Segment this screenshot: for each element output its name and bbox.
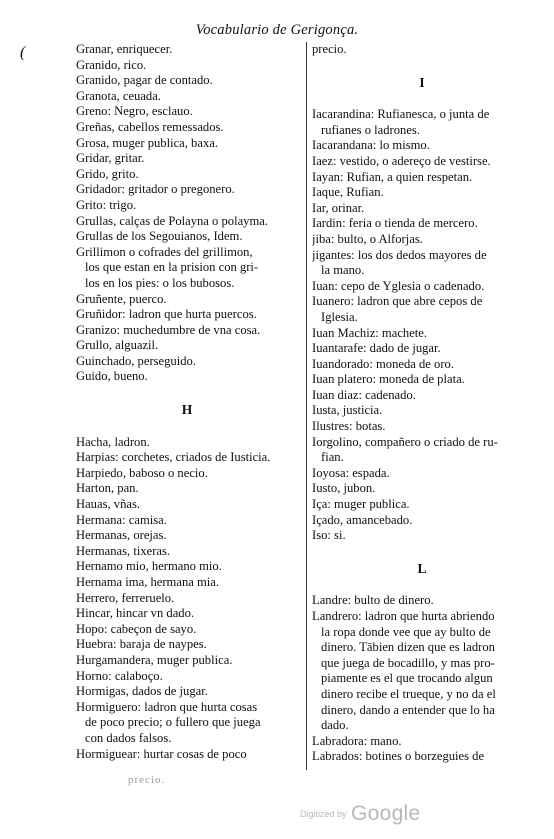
dictionary-entry: Hernamo mio, hermano mio. xyxy=(76,559,222,574)
entry-continuation: dinero, dando a entender que lo ha xyxy=(321,702,495,717)
dictionary-entry: Grito: trigo. xyxy=(76,197,137,212)
entry-continuation: los que estan en la prision con gri- xyxy=(85,260,259,275)
entry-continuation: la ropa donde vee que ay bulto de xyxy=(321,624,491,639)
dictionary-entry: Hormigas, dados de jugar. xyxy=(76,684,208,699)
dictionary-entry: Hurgamandera, muger publica. xyxy=(76,652,233,667)
dictionary-entry: Gridador: gritador o pregonero. xyxy=(76,182,235,197)
dictionary-entry: Hermana: camisa. xyxy=(76,512,167,527)
dictionary-entry: Greñas, cabellos remessados. xyxy=(76,119,224,134)
dictionary-entry: Iso: si. xyxy=(312,528,346,543)
dictionary-entry: Iusta, justicia. xyxy=(312,403,383,418)
dictionary-entry: jiba: bulto, o Alforjas. xyxy=(312,231,423,246)
section-letter: H xyxy=(181,402,193,418)
dictionary-entry: Harpiedo, baboso o necio. xyxy=(76,465,208,480)
dictionary-entry: Gridar, gritar. xyxy=(76,151,145,166)
digitized-watermark xyxy=(300,802,421,826)
dictionary-entry: Iuan Machiz: machete. xyxy=(312,325,428,340)
entry-continuation: rufianes o ladrones. xyxy=(321,122,420,137)
dictionary-entry: Granido, rico. xyxy=(76,57,147,72)
dictionary-entry: Iuan diaz: cadenado. xyxy=(312,387,416,402)
dictionary-entry: precio. xyxy=(312,42,347,56)
dictionary-entry: Huebra: baraja de naypes. xyxy=(76,637,207,652)
dictionary-entry: Hermanas, tixeras. xyxy=(76,543,171,558)
entry-continuation: fian. xyxy=(321,450,344,465)
entry-continuation: dado. xyxy=(321,718,349,733)
dictionary-entry: Grullo, alguazil. xyxy=(76,338,159,353)
page-title: Vocabulario de Gerigonça. xyxy=(195,22,359,38)
dictionary-entry: Iardin: feria o tienda de mercero. xyxy=(312,216,478,231)
dictionary-entry: Gruñente, puerco. xyxy=(76,291,167,306)
left-column xyxy=(76,42,298,762)
dictionary-entry: Horno: calaboço. xyxy=(76,668,163,683)
dictionary-entry: Grullas de los Segouianos, Idem. xyxy=(76,229,243,244)
dictionary-entry: Granizo: muchedumbre de vna cosa. xyxy=(76,322,261,337)
dictionary-entry: Harton, pan. xyxy=(76,481,139,496)
entry-continuation: piamente es el que trocando algun xyxy=(321,671,493,686)
section-letter: I xyxy=(419,74,425,90)
entry-continuation: dinero recibe el trueque, y no da el xyxy=(321,686,496,701)
dictionary-entry: Iaez: vestido, o adereço de vestirse. xyxy=(312,153,491,168)
catchword: precio. xyxy=(128,774,166,786)
entry-continuation: que juega de bocadillo, y mas pro- xyxy=(321,655,495,670)
column-divider xyxy=(306,42,307,770)
dictionary-entry: Iayan: Rufian, a quien respetan. xyxy=(312,169,473,184)
dictionary-entry: Iuanero: ladron que abre cepos de xyxy=(312,294,483,309)
dictionary-entry: Iusto, jubon. xyxy=(312,481,376,496)
dictionary-entry: Iuan: cepo de Yglesia o cadenado. xyxy=(312,278,485,293)
entry-continuation: la mano. xyxy=(321,263,365,278)
dictionary-entry: Ioyosa: espada. xyxy=(312,465,390,480)
watermark-prefix: Digitized by xyxy=(300,809,347,819)
entry-continuation: los en los pies: o los bubosos. xyxy=(85,275,235,290)
dictionary-entry: Herrero, ferreruelo. xyxy=(76,590,175,605)
entry-continuation: de poco precio; o fullero que juega xyxy=(85,715,261,730)
dictionary-entry: Guido, bueno. xyxy=(76,369,148,384)
dictionary-entry: Iuantarafe: dado de jugar. xyxy=(312,341,441,356)
dictionary-entry: Hincar, hincar vn dado. xyxy=(76,606,195,621)
dictionary-entry: Landrero: ladron que hurta abriendo xyxy=(312,609,495,623)
dictionary-entry: Iuan platero: moneda de plata. xyxy=(312,372,465,387)
dictionary-entry: Hauas, vñas. xyxy=(76,497,141,512)
google-logo: Google xyxy=(350,802,421,825)
dictionary-entry: Ilustres: botas. xyxy=(312,419,386,434)
dictionary-entry: Iorgolino, compañero o criado de ru- xyxy=(312,434,498,449)
dictionary-entry: Iacarandina: Rufianesca, o junta de xyxy=(312,107,490,122)
dictionary-entry: Hernama ima, hermana mia. xyxy=(76,575,220,589)
dictionary-entry: Hacha, ladron. xyxy=(76,434,150,449)
dictionary-entry: Grullas, calças de Polayna o polayma. xyxy=(76,213,268,228)
dictionary-entry: Greno: Negro, esclauo. xyxy=(76,104,193,119)
dictionary-entry: Granar, enriquecer. xyxy=(76,42,173,56)
dictionary-entry: Içado, amancebado. xyxy=(312,512,413,527)
dictionary-entry: Labrados: botines o borzeguies de xyxy=(312,749,485,764)
dictionary-entry: Granido, pagar de contado. xyxy=(76,73,213,88)
dictionary-entry: Labradora: mano. xyxy=(312,733,402,748)
entry-continuation: con dados falsos. xyxy=(85,730,172,745)
dictionary-entry: Iaque, Rufian. xyxy=(312,185,384,200)
dictionary-entry: Hermanas, orejas. xyxy=(76,528,167,543)
dictionary-entry: Grillimon o cofrades del grillimon, xyxy=(76,244,253,259)
dictionary-entry: Granota, ceuada. xyxy=(76,88,161,103)
dictionary-entry: Hormiguear: hurtar cosas de poco xyxy=(76,746,247,761)
dictionary-entry: Iacarandana: lo mismo. xyxy=(312,138,430,153)
dictionary-entry: Hormiguero: ladron que hurta cosas xyxy=(76,699,258,714)
entry-continuation: dinero. Tābien dizen que es ladron xyxy=(321,640,495,655)
dictionary-entry: Iar, orinar. xyxy=(312,200,365,215)
dictionary-entry: Grido, grito. xyxy=(76,166,139,181)
right-column xyxy=(312,42,532,765)
section-letter: L xyxy=(417,560,427,576)
dictionary-entry: jigantes: los dos dedos mayores de xyxy=(312,247,487,262)
dictionary-entry: Grosa, muger publica, baxa. xyxy=(76,135,218,150)
dictionary-entry: Iuandorado: moneda de oro. xyxy=(312,356,454,371)
dictionary-entry: Gruñidor: ladron que hurta puercos. xyxy=(76,307,257,322)
margin-mark: ( xyxy=(20,44,26,61)
dictionary-entry: Guinchado, perseguido. xyxy=(76,353,196,368)
entry-continuation: Iglesia. xyxy=(321,309,358,324)
dictionary-entry: Hopo: cabeçon de sayo. xyxy=(76,621,197,636)
dictionary-entry: Landre: bulto de dinero. xyxy=(312,593,434,608)
dictionary-entry: Iça: muger publica. xyxy=(312,497,410,512)
dictionary-entry: Harpias: corchetes, criados de Iusticia. xyxy=(76,450,271,465)
